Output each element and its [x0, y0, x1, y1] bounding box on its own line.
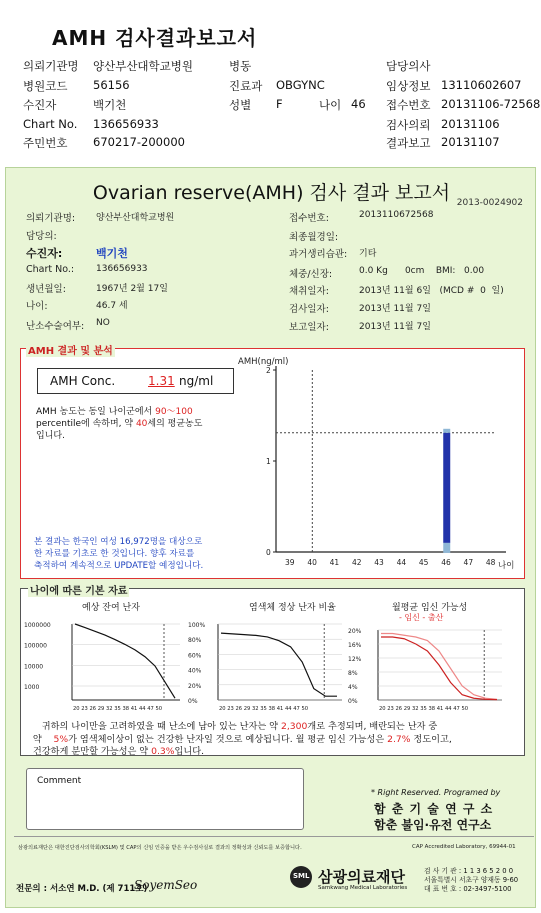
header-value: F	[276, 97, 283, 111]
analysis-line1: AMH 농도는 동일 나이군에서	[36, 407, 153, 417]
x-tick-label: 42	[351, 558, 362, 567]
series-line	[381, 637, 497, 700]
header-label: 의뢰기관명	[23, 59, 79, 73]
series-line	[75, 624, 175, 698]
x-tick-labels: 20 23 26 29 32 35 38 41 44 47 50	[379, 706, 469, 712]
header-label: Chart No.	[23, 117, 78, 131]
field-label: 과거생리습관:	[289, 249, 348, 260]
age-range-base	[443, 543, 450, 553]
header-value: 20131106	[441, 117, 500, 131]
field-label: 생년월일:	[26, 284, 66, 295]
foundation-logo-icon: SML	[290, 866, 312, 888]
field-value: 양산부산대학교병원	[96, 213, 175, 223]
age-range-bar	[443, 433, 450, 543]
y-tick-label: 16%	[348, 642, 362, 649]
doctor-signature: SoyemSeo	[134, 878, 198, 892]
header-label: 임상정보	[386, 79, 431, 93]
note-line: 한 자료를 기초로 한 것입니다. 향후 자료를	[34, 549, 195, 559]
x-tick-label: 40	[307, 558, 317, 567]
y-tick-label: 4%	[348, 684, 358, 691]
header-value: OBGYNC	[276, 78, 325, 92]
fine-print: 삼광의료재단은 대한진단검사의학회(KSLM) 및 CAP의 신임 인증을 받은 우수검사실로 결과의 정확성과 신뢰도를 보증합니다.	[18, 845, 302, 851]
mini-chart-legend: - 임신 - 출산	[399, 613, 444, 622]
x-tick-label: 47	[463, 558, 474, 567]
pregnancy-rate: 2.7%	[387, 733, 411, 745]
age-range-cap	[443, 429, 450, 433]
x-tick-label: 43	[374, 558, 384, 567]
amh-age-chart	[236, 354, 521, 576]
y-tick-label: 8%	[348, 670, 358, 677]
header-value: 56156	[93, 78, 130, 92]
header-label: 결과보고	[386, 136, 431, 150]
y-tick-label: 20%	[188, 682, 202, 690]
field-value: NO	[96, 318, 110, 328]
amh-conc-unit: ng/ml	[179, 374, 214, 388]
comment-box	[26, 768, 304, 830]
field-label: 난소수술여부:	[26, 321, 85, 332]
field-label: 검사일자:	[289, 304, 329, 315]
field-value: 2013110672568	[359, 210, 434, 220]
remaining-oocytes-chart	[22, 614, 182, 714]
field-value: 0.0 Kg 0cm BMI: 0.00	[359, 266, 485, 276]
x-tick-labels: 20 23 26 29 32 35 38 41 44 47 50	[219, 706, 309, 712]
divider	[14, 836, 534, 837]
y-tick-label: 2	[266, 366, 271, 375]
header-value: 46	[351, 97, 366, 111]
x-tick-label: 41	[329, 558, 340, 567]
normal-oocyte-ratio-chart	[186, 614, 344, 714]
doctor-name: 전문의 : 서소연 M.D. (제 711호)	[16, 884, 148, 894]
delivery-rate: 0.3%	[151, 746, 175, 757]
mini-chart-title: 염색체 정상 난자 비율	[249, 603, 336, 613]
field-value: 1967년 2월 17일	[96, 284, 168, 294]
normal-ratio: 5%	[53, 733, 69, 745]
org-name-2: 함춘 불임·유전 연구소	[374, 818, 492, 832]
amh-analysis-text	[36, 406, 246, 442]
y-tick-label: 100000	[24, 642, 47, 650]
org-name-1: 함 춘 기 술 연 구 소	[374, 802, 494, 816]
curve-section-title: 나이에 따른 기본 자료	[28, 582, 129, 597]
cap-accreditation: CAP Accredited Laboratory, 69944-01	[412, 844, 516, 850]
foundation-name: 삼광의료재단	[318, 868, 405, 886]
field-value: 136656933	[96, 264, 148, 274]
x-tick-label: 44	[396, 558, 407, 567]
x-tick-label: 48	[485, 558, 496, 567]
field-label: 수진자:	[26, 247, 63, 260]
header-label: 병동	[229, 59, 252, 73]
field-label: 체중/신장:	[289, 269, 333, 280]
x-tick-labels: 20 23 26 29 32 35 38 41 44 47 50	[73, 706, 163, 712]
header-value: 670217-200000	[93, 135, 185, 149]
header-value: 13110602607	[441, 78, 522, 92]
field-label: 나이:	[26, 301, 48, 312]
page-title: AMH 검사결과보고서	[52, 26, 258, 50]
field-label: 의뢰기관명:	[26, 213, 76, 224]
header-label: 담당의사	[386, 59, 431, 73]
y-tick-label: 0	[266, 548, 271, 557]
report-title: Ovarian reserve(AMH) 검사 결과 보고서	[92, 182, 451, 204]
header-value: 136656933	[93, 117, 159, 131]
y-tick-label: 100%	[188, 622, 206, 629]
field-value: 2013년 11월 7일	[359, 322, 431, 332]
data-note	[34, 536, 203, 572]
y-tick-label: 60%	[188, 652, 202, 660]
equivalent-age: 40	[135, 419, 148, 429]
analysis-line2: percentile에 속하며, 약	[36, 419, 134, 429]
report-number: 2013-0024902	[456, 198, 523, 208]
y-axis-label: AMH(ng/ml)	[238, 357, 289, 367]
foundation-contact: 검 사 기 관 : 1 1 3 6 5 2 0 0 서울특별시 서초구 양재동 9-60 대 표 번 호 : 02-3497-5100	[424, 867, 519, 893]
amh-conc-value: 1.31	[148, 374, 175, 388]
foundation-name-en: Samkwang Medical Laboratories	[318, 885, 408, 891]
report-sheet	[5, 167, 536, 908]
mini-chart-title: 월평균 임신 가능성	[392, 603, 468, 613]
header-label: 검사의뢰	[386, 118, 431, 132]
series-line	[381, 634, 497, 700]
field-label: 최종월경일:	[289, 232, 339, 243]
field-label: 담당의:	[26, 231, 57, 242]
field-value: 46.7 세	[96, 301, 128, 311]
header-label: 병원코드	[23, 79, 68, 93]
comment-label: Comment	[37, 776, 82, 786]
y-tick-label: 10000	[24, 663, 44, 671]
field-value: 백기천	[96, 247, 128, 260]
analysis-line3: 입니다.	[36, 431, 65, 441]
header-label: 주민번호	[23, 136, 68, 150]
y-tick-label: 1	[266, 457, 271, 466]
field-label: 채취일자:	[289, 286, 329, 297]
header-label: 접수번호	[386, 98, 431, 112]
y-tick-label: 1000	[24, 684, 40, 691]
note-line: 축적하여 계속적으로 UPDATE할 예정입니다.	[34, 561, 204, 571]
y-tick-label: 20%	[348, 628, 362, 635]
header-label: 나이	[319, 98, 342, 112]
amh-section-title: AMH 결과 및 분석	[26, 342, 115, 357]
summary-text: 귀하의 나이만을 고려하였을 때 난소에 남아 있는 난자는 약 2,300개로 추정되며, 배란되는 난자 중 약 5%가 염색체이상이 없는 건강한 난자일 것으로 예상됩니다. 월 평균 임신 가능성은 2.7% 정도이고, 건강하게 분만할 가능성은 약 0.3%입니다.	[32, 721, 452, 757]
y-tick-label: 0%	[348, 698, 358, 705]
field-label: 보고일자:	[289, 322, 329, 333]
mini-chart-title: 예상 잔여 난자	[82, 603, 140, 613]
header-label: 진료과	[229, 79, 263, 93]
field-label: 접수번호:	[289, 213, 329, 224]
y-tick-label: 0%	[188, 698, 198, 705]
rights-text: * Right Reserved. Programed by	[371, 788, 501, 797]
y-tick-label: 1000000	[24, 622, 51, 629]
x-tick-label: 39	[285, 558, 295, 567]
header-value: 양산부산대학교병원	[93, 59, 193, 73]
y-tick-label: 12%	[348, 656, 362, 663]
x-axis-label: 나이	[498, 561, 515, 571]
field-label: Chart No.:	[26, 264, 75, 275]
header-value: 20131106-72568	[441, 97, 541, 111]
amh-conc-box	[37, 368, 234, 394]
field-value: 2013년 11월 6일 (MCD # 0 일)	[359, 286, 504, 296]
y-tick-label: 40%	[188, 667, 202, 675]
x-tick-label: 45	[418, 558, 429, 567]
series-line	[221, 633, 337, 696]
amh-conc-label: AMH Conc.	[50, 374, 116, 388]
header-label: 수진자	[23, 98, 57, 112]
y-tick-label: 80%	[188, 637, 202, 645]
remaining-count: 2,300	[280, 721, 308, 732]
note-line: 본 결과는 한국인 여성 16,972명을 대상으로	[34, 537, 203, 547]
field-value: 기타	[359, 249, 377, 259]
percentile-range: 90～100	[155, 407, 193, 417]
header-value: 20131107	[441, 135, 500, 149]
x-tick-label: 46	[441, 558, 451, 567]
analysis-line2-tail: 세의 평균농도	[147, 419, 203, 429]
header-value: 백기천	[93, 98, 127, 112]
field-value: 2013년 11월 7일	[359, 304, 431, 314]
header-label: 성별	[229, 98, 252, 112]
pregnancy-chance-chart	[346, 622, 506, 714]
